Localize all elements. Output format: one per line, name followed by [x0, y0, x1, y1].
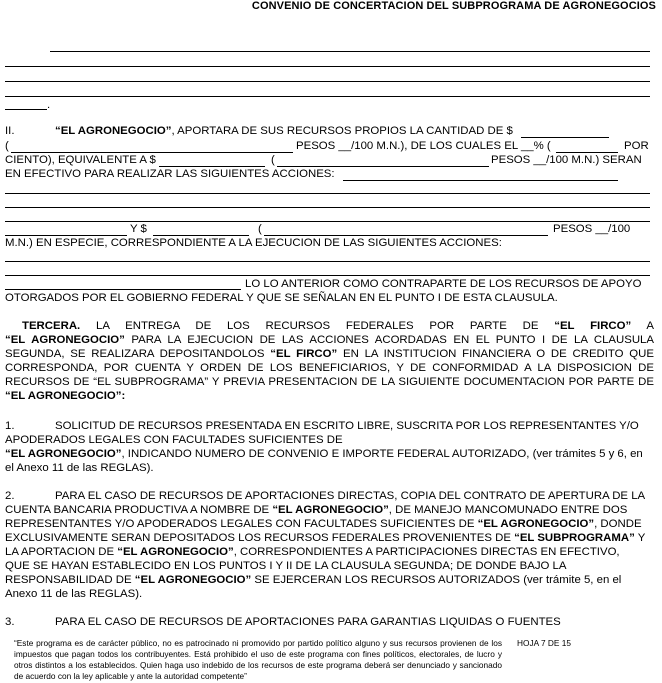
- item-1-line-4: el Anexo 11 de las REGLAS).: [5, 462, 154, 474]
- item-text: , DE MANEJO MANCOMUNADO ENTRE DOS: [388, 504, 628, 516]
- section-ii-line-6: M.N.) EN ESPECIE, CORRESPONDIENTE A LA EJECUCION DE LAS SIGUIENTES ACCIONES:: [5, 237, 502, 249]
- item-text: RESPONSABILIDAD DE: [5, 574, 132, 586]
- item-text: EXCLUSIVAMENTE SERAN DEPOSITADOS LOS RECURSOS FEDERALES PROVENIENTES DE: [5, 532, 511, 544]
- blank-line: [5, 289, 241, 290]
- clause-text: A: [646, 320, 654, 332]
- entity-name: “EL AGRONEGOCIO”: [477, 518, 595, 530]
- item-3-line-1: PARA EL CASO DE RECURSOS DE APORTACIONES PARA GARANTIAS LIQUIDAS O FUENTES: [55, 616, 561, 628]
- blank-line: [5, 261, 650, 262]
- page-header-title: CONVENIO DE CONCERTACION DEL SUBPROGRAMA DE AGRONEGOCIOS: [251, 0, 656, 12]
- tercera-line-1: [22, 319, 654, 333]
- period-mark: .: [47, 99, 51, 111]
- item-2-line-6: QUE SE HAYAN ESTABLECIDO EN LOS PUNTOS I Y II DE LA CLAUSULA SEGUNDA; DE DONDE BAJO LA: [5, 560, 567, 572]
- tercera-line-5: RECURSOS DE “EL SUBPROGRAMA” Y PREVIA PRESENTACION DE LA SIGUIENTE DOCUMENTACION POR PARTE DE: [5, 376, 654, 388]
- item-1-line-1: SOLICITUD DE RECURSOS PRESENTADA EN ESCRITO LIBRE, SUSCRITA POR LOS REPRESENTANTES Y/O: [55, 420, 639, 432]
- item-2-line-2: [5, 503, 627, 517]
- blank-line: [5, 81, 650, 82]
- clause-text: LA ENTREGA DE LOS RECURSOS FEDERALES POR PARTE DE: [96, 320, 539, 332]
- blank-line: [5, 96, 650, 97]
- item-3-number: 3.: [5, 616, 15, 628]
- item-1-line-3: [5, 447, 643, 461]
- tercera-line-4: CORRESPONDA, POR CUENTA Y ORDEN DE LOS BENEFICIARIOS, Y DE CONFORMIDAD A LA DISPOSICION DE: [5, 362, 654, 374]
- section-ii-text: , APORTARA DE SUS RECURSOS PROPIOS LA CANTIDAD DE $: [171, 125, 513, 137]
- entity-name: “EL AGRONEGOCIO”: [5, 334, 125, 346]
- section-ii-line-5a: Y $: [130, 223, 147, 235]
- clause-title: TERCERA.: [22, 320, 81, 332]
- tercera-line-2: [5, 333, 654, 347]
- section-ii-line-3b: (: [271, 154, 275, 166]
- item-text: , CORRESPONDIENTES A PARTICIPACIONES DIRECTAS EN EFECTIVO,: [233, 546, 620, 558]
- section-ii-line-2c: POR: [624, 140, 649, 152]
- item-text: REPRESENTANTES Y/O APODERADOS LEGALES CON FACULTADES SUFICIENTES DE: [5, 518, 475, 530]
- entity-name: “EL AGRONEGOCIO”:: [5, 390, 126, 402]
- clause-text: PARA LA EJECUCION DE LAS ACCIONES ACORDADAS EN EL PUNTO I DE LA CLAUSULA: [131, 334, 654, 346]
- blank-line: [343, 180, 618, 181]
- item-2-line-3: [5, 517, 642, 531]
- entity-name: “EL FIRCO”: [554, 320, 632, 332]
- blank-line: [5, 109, 47, 110]
- item-2-line-7: [5, 573, 621, 587]
- blank-line: [50, 51, 650, 52]
- section-ii-line-5c: PESOS __/100: [553, 223, 631, 235]
- clause-text: EN LA INSTITUCION FINANCIERA O DE CREDITO QUE: [342, 348, 654, 360]
- blank-line: [5, 193, 650, 194]
- item-1-number: 1.: [5, 420, 15, 432]
- clause-text: SEGUNDA, SE REALIZARA DEPOSITANDOLOS: [5, 348, 265, 360]
- blank-line: [5, 207, 650, 208]
- item-2-number: 2.: [5, 490, 15, 502]
- item-text: Y: [637, 532, 646, 544]
- blank-line: [5, 275, 650, 276]
- item-1-line-2: APODERADOS LEGALES CON FACULTADES SUFICIENTES DE: [5, 434, 343, 446]
- page-number: HOJA 7 DE 15: [517, 638, 571, 648]
- entity-name: “EL AGRONEGOCIO”: [55, 125, 172, 137]
- entity-name: “EL FIRCO”: [270, 348, 338, 360]
- tercera-line-6: [5, 389, 125, 403]
- item-2-line-4: [5, 531, 645, 545]
- section-ii-line-1: [55, 124, 513, 138]
- item-2-line-8: Anexo 11 de las REGLAS).: [5, 588, 143, 600]
- item-text: , INDICANDO NUMERO DE CONVENIO E IMPORTE FEDERAL AUTORIZADO, (ver trámites 5 y 6, en: [121, 448, 643, 460]
- item-2-line-5: [5, 545, 620, 559]
- section-ii-line-3c: PESOS __/100 M.N.) SERAN: [491, 154, 642, 166]
- entity-name: “EL AGRONEGOCIO”: [5, 448, 122, 460]
- section-ii-line-8: OTORGADOS POR EL GOBIERNO FEDERAL Y QUE SE SEÑALAN EN EL PUNTO I DE ESTA CLAUSULA.: [5, 292, 558, 304]
- entity-name: “EL AGRONEGOCIO”: [117, 546, 234, 558]
- section-number: II.: [5, 125, 15, 137]
- entity-name: “EL SUBPROGRAMA”: [514, 532, 635, 544]
- entity-name: “EL AGRONEGOCIO”: [134, 574, 252, 586]
- item-text: LA APORTACION DE: [5, 546, 115, 558]
- section-ii-line-3a: CIENTO), EQUIVALENTE A $: [5, 154, 156, 166]
- item-text: SE EJERCERAN LOS RECURSOS AUTORIZADOS (ver trámite 5, en el: [254, 574, 622, 586]
- blank-line: [521, 137, 609, 138]
- section-ii-line-4: EN EFECTIVO PARA REALIZAR LAS SIGUIENTES ACCIONES:: [5, 168, 335, 180]
- section-ii-line-2b: PESOS __/100 M.N.), DE LOS CUALES EL __% (: [296, 140, 551, 152]
- section-ii-line-2a: (: [5, 140, 9, 152]
- item-2-line-1: PARA EL CASO DE RECURSOS DE APORTACIONES DIRECTAS, COPIA DEL CONTRATO DE APERTURA DE LA: [55, 490, 646, 502]
- item-text: CUENTA BANCARIA PRODUCTIVA A NOMBRE DE: [5, 504, 270, 516]
- blank-line: [5, 66, 650, 67]
- footer-legend: “Este programa es de carácter público, no es patrocinado ni promovido por partido político alguno y sus recursos provienen de los impuestos que pagan todos los contribuyentes. Está prohibido el uso de este programa con fines políticos, electorales, de lucro y otros distintos a los establecidos. Quien haga uso indebido de los recursos de este programa deberá ser denunciado y sancionado de acuerdo con la ley aplicable y ante la autoridad competente”: [14, 638, 502, 681]
- section-ii-line-5b: (: [258, 223, 262, 235]
- section-ii-line-7: LO LO ANTERIOR COMO CONTRAPARTE DE LOS RECURSOS DE APOYO: [245, 278, 642, 290]
- tercera-line-3: [5, 347, 654, 361]
- item-text: , DONDE: [594, 518, 642, 530]
- entity-name: “EL AGRONEGOCIO”: [272, 504, 389, 516]
